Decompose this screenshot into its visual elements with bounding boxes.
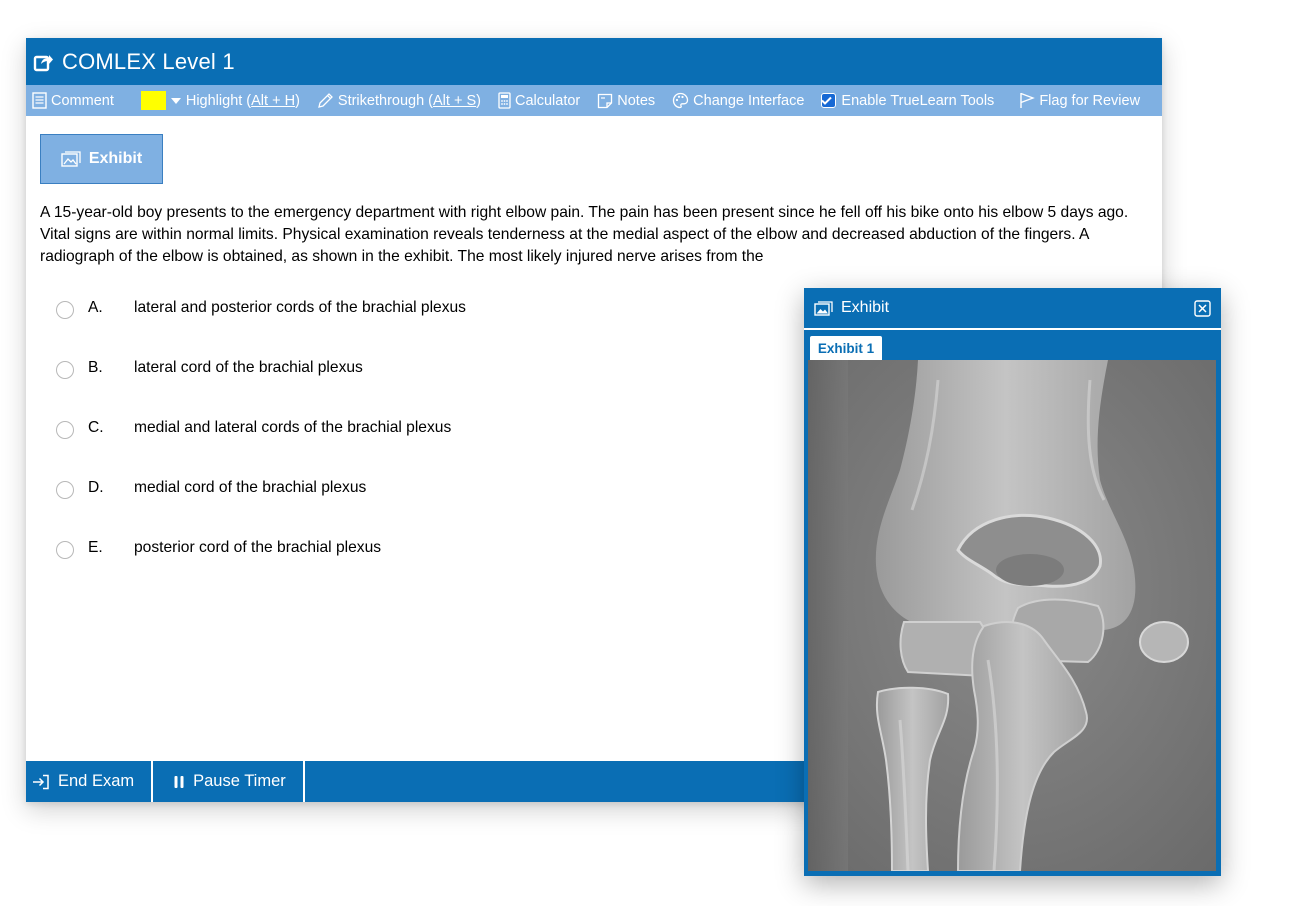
answer-option-c[interactable] (56, 416, 466, 476)
answer-option-e[interactable] (56, 536, 466, 596)
enable-tools-toggle[interactable] (821, 93, 994, 109)
checkmark-icon (821, 96, 832, 105)
option-letter: E. (88, 539, 103, 556)
radio-button[interactable] (56, 421, 74, 439)
exhibit-button-label: Exhibit (88, 150, 143, 167)
radio-button[interactable] (56, 481, 74, 499)
calculator-button[interactable] (498, 92, 580, 109)
comment-icon (32, 92, 47, 109)
exhibit-window[interactable] (804, 288, 1221, 876)
radio-button[interactable] (56, 301, 74, 319)
flag-label: Flag for Review (1039, 92, 1141, 109)
calculator-label: Calculator (514, 92, 581, 109)
end-exam-button[interactable] (26, 761, 153, 802)
comment-button[interactable] (32, 92, 114, 109)
option-text: medial cord of the brachial plexus (134, 479, 367, 496)
exhibit-window-title: Exhibit (841, 299, 890, 316)
option-text: lateral cord of the brachial plexus (134, 359, 363, 376)
change-interface-button[interactable] (672, 92, 804, 109)
option-letter: C. (88, 419, 104, 436)
answer-option-b[interactable] (56, 356, 466, 416)
enable-tools-checkbox[interactable] (821, 93, 836, 108)
strikethrough-button[interactable] (317, 92, 481, 109)
pause-icon (173, 775, 185, 789)
option-letter: D. (88, 479, 104, 496)
tab-exhibit-1[interactable]: Exhibit 1 (810, 336, 882, 360)
image-icon (814, 301, 833, 316)
comment-label: Comment (51, 92, 114, 109)
option-letter: B. (88, 359, 103, 376)
exhibit-button[interactable] (40, 134, 163, 184)
toolbar (26, 85, 1162, 116)
sign-in-icon (32, 774, 50, 790)
change-interface-label: Change Interface (693, 92, 805, 109)
notes-icon (597, 93, 613, 109)
option-letter: A. (88, 299, 103, 316)
option-text: lateral and posterior cords of the brachial plexus (134, 299, 466, 316)
pencil-icon (317, 92, 334, 109)
elbow-radiograph-image (808, 360, 1216, 871)
notes-label: Notes (617, 92, 656, 109)
palette-icon (672, 92, 689, 109)
answer-options (56, 296, 466, 596)
highlight-label: Highlight (Alt + H) (185, 92, 300, 109)
share-icon[interactable] (32, 51, 54, 73)
title-bar (26, 38, 1162, 85)
answer-option-a[interactable] (56, 296, 466, 356)
question-stem: A 15-year-old boy presents to the emergency department with right elbow pain. The pain has been present since he fell off his bike onto his elbow 5 days ago. Vital signs are within normal limits. Physical examination reveals tenderness at the medial aspect of the elbow and decreased abduction of the fingers. A radiograph of the elbow is obtained, as shown in the exhibit. The most likely injured nerve arises from the (40, 204, 1129, 265)
option-text: medial and lateral cords of the brachial plexus (134, 419, 452, 436)
image-icon (61, 151, 81, 167)
close-icon[interactable] (1194, 300, 1211, 317)
answer-option-d[interactable] (56, 476, 466, 536)
app-title: COMLEX Level 1 (62, 48, 235, 74)
radio-button[interactable] (56, 541, 74, 559)
calculator-icon (498, 92, 511, 109)
exhibit-window-header[interactable] (804, 288, 1221, 330)
caret-down-icon[interactable] (170, 97, 182, 105)
end-exam-label: End Exam (58, 772, 135, 790)
highlight-button[interactable] (141, 91, 300, 110)
pause-timer-button[interactable] (153, 761, 305, 802)
option-text: posterior cord of the brachial plexus (134, 539, 382, 556)
pause-timer-label: Pause Timer (193, 772, 286, 790)
radio-button[interactable] (56, 361, 74, 379)
flag-for-review-button[interactable] (1019, 92, 1140, 109)
highlight-color-swatch[interactable] (141, 91, 166, 110)
notes-button[interactable] (597, 93, 655, 109)
enable-tools-label: Enable TrueLearn Tools (841, 92, 995, 109)
strikethrough-label: Strikethrough (Alt + S) (337, 92, 481, 109)
flag-icon (1019, 92, 1035, 109)
